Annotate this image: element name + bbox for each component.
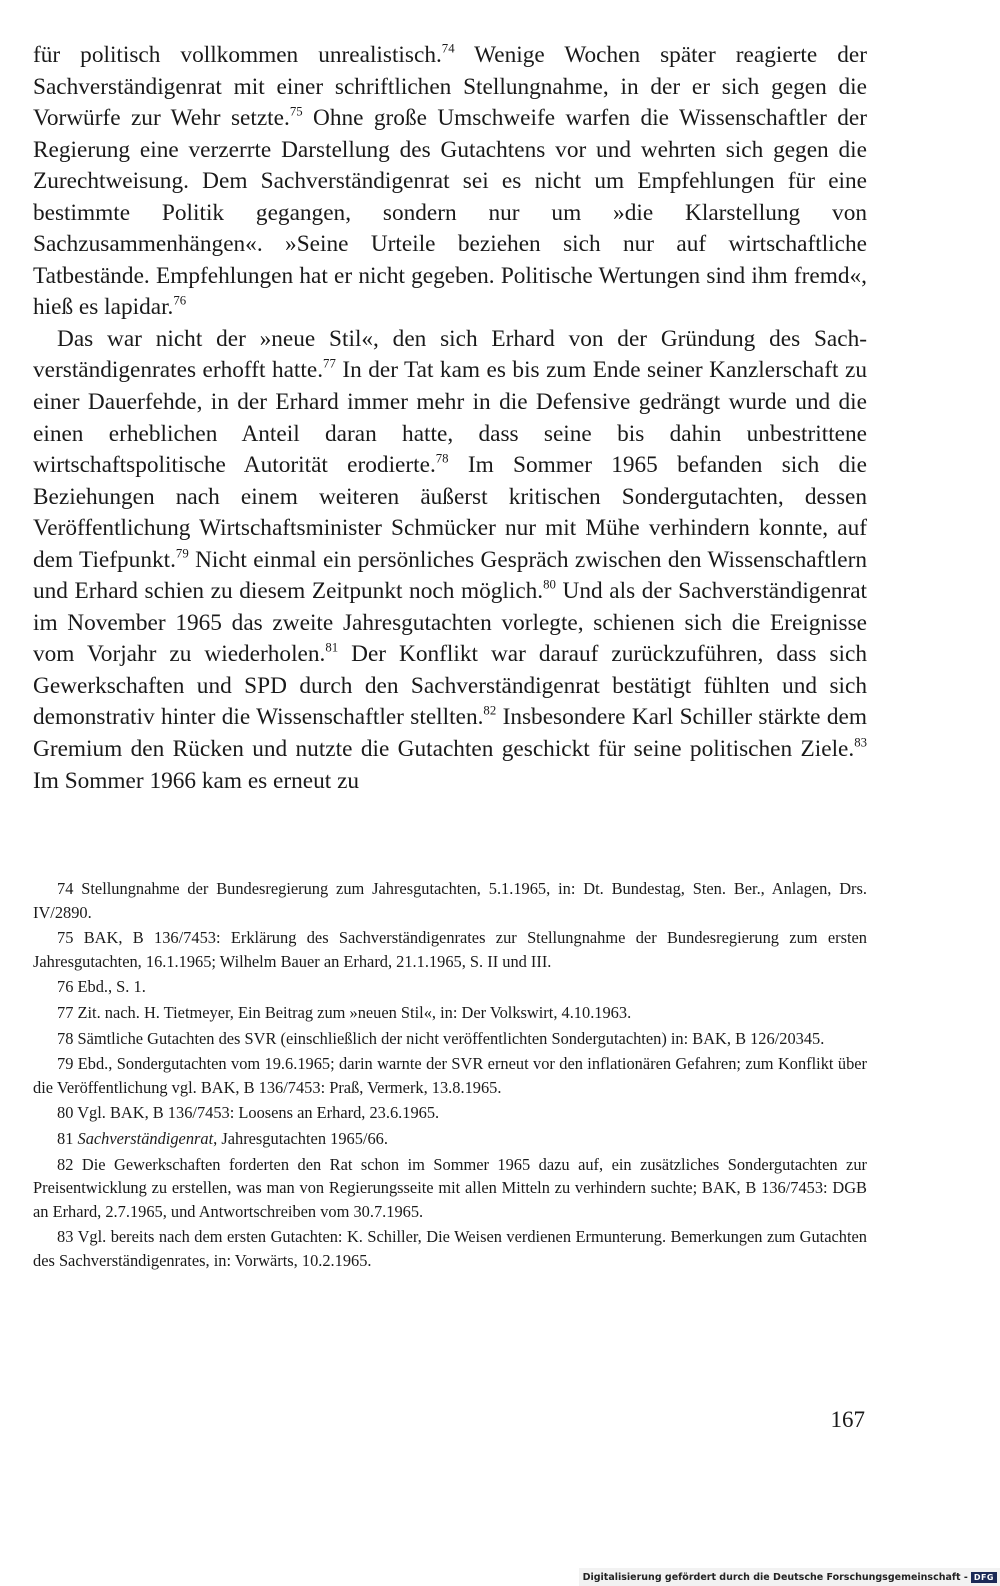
footnote-number: 81: [57, 1128, 78, 1148]
paragraph-2: [33, 324, 867, 797]
footnote-74: 74 Stellungnahme der Bundesregierung zum Jahresgutachten, 5.1.1965, in: Dt. Bundestag, Sten. Ber., Anlagen, Drs. IV/2890.: [33, 879, 867, 922]
text-run: Wenige Wochen später reagierte der Sachverständigenrat mit einer schriftlichen Stellungnahme, in der er sich gegen die Vorwürfe zur Wehr setzte.: [33, 42, 867, 132]
footnote-79: 79 Ebd., Sondergutachten vom 19.6.1965; darin warnte der SVR erneut vor den inflationären Gefahren; zum Konflikt über die Veröffentlichung vgl. BAK, B 136/7453: Praß, Vermerk, 13.8.1965.: [33, 1054, 867, 1097]
footnote-ref-76[interactable]: 76: [173, 293, 187, 308]
main-text: [33, 40, 867, 797]
digitization-credit: [579, 1568, 1000, 1586]
footnote-ref-77[interactable]: 77: [323, 356, 336, 371]
footnote-ref-78[interactable]: 78: [435, 451, 449, 466]
footnote-83: 83 Vgl. bereits nach dem ersten Gutachten: K. Schiller, Die Weisen verdienen Ermunterung. Bemerkungen zum Gutachten des Sachverständigenrates, in: Vorwärts, 10.2.1965.: [33, 1227, 867, 1270]
text-run: Der Konflikt war darauf zurückzuführen, dass sich Gewerkschaften und SPD durch den Sachverständigenrat bestätigt fühlten und sich demonstrativ hinter die Wissenschaftler stellten.: [33, 641, 867, 731]
footnote-ref-79[interactable]: 79: [175, 546, 189, 561]
text-run: Und als der Sachverständigenrat im November 1965 das zweite Jahresgutachten vorlegte, schienen sich die Ereignisse vom Vorjahr zu wiederholen.: [33, 578, 868, 668]
footnote-82: 82 Die Gewerkschaften forderten den Rat schon im Sommer 1965 dazu auf, ein zusätzliches Sondergutachten zur Preisentwicklung zu erstellen, was man von Regierungsseite mit allen Mitteln zu verhindern suchte; BAK, B 136/7453: DGB an Erhard, 2.7.1965, und Antwortschreiben vom 30.7.1965.: [33, 1154, 867, 1221]
footnote-ref-80[interactable]: 80: [543, 577, 556, 592]
footnote-75: 75 BAK, B 136/7453: Erklärung des Sachverständigenrates zur Stellungnahme der Bundesregierung zum ersten Jahresgutachten, 16.1.1965; Wilhelm Bauer an Erhard, 21.1.1965, S. II und III.: [33, 928, 867, 971]
footnotes: [33, 877, 867, 1275]
footnote-ref-81[interactable]: 81: [325, 640, 339, 655]
footnote-78: 78 Sämtliche Gutachten des SVR (einschließlich der nicht veröffentlichten Sondergutachten) in: BAK, B 126/20345.: [57, 1028, 825, 1048]
text-run: In der Tat kam es bis zum Ende seiner Kanzlerschaft zu einer Dauerfehde, in der Erhard immer mehr in die Defensive gedrängt wurde und die einen erheblichen Anteil daran hatte, dass seine bis dahin unbestrittene wirtschaftspolitische Autorität erodierte.: [33, 357, 867, 479]
dfg-logo-icon: DFG: [971, 1572, 997, 1583]
page-number: 167: [830, 1407, 865, 1432]
text-run: Im Sommer 1965 befanden sich die Beziehungen nach einem weiteren äußerst kritischen Sondergutachten, dessen Veröffentlichung Wirtschaftsminister Schmücker nur mit Mühe verhindern konnte, auf dem Tiefpunkt.: [33, 452, 867, 573]
credit-text: Digitalisierung gefördert durch die Deutsche Forschungsgemeinschaft -: [582, 1571, 968, 1583]
text-run: Im Sommer 1966 kam es erneut zu: [33, 767, 360, 794]
footnote-ref-75[interactable]: 75: [289, 104, 303, 119]
italic-title: Sachverständigenrat: [77, 1128, 214, 1148]
text-run: Insbesondere Karl Schiller stärkte dem Gremium den Rücken und nutzte die Gutachten geschickt für seine politischen Ziele.: [33, 704, 867, 763]
footnote-76: 76 Ebd., S. 1.: [57, 977, 146, 997]
footnote-ref-82[interactable]: 82: [483, 703, 497, 718]
footnote-81: [33, 1127, 867, 1151]
footnote-77: 77 Zit. nach. H. Tietmeyer, Ein Beitrag zum »neuen Stil«, in: Der Volkswirt, 4.10.1963.: [57, 1002, 632, 1022]
footnote-ref-83[interactable]: 83: [854, 735, 867, 750]
footnote-80: 80 Vgl. BAK, B 136/7453: Loosens an Erhard, 23.6.1965.: [57, 1103, 440, 1123]
footnote-ref-74[interactable]: 74: [441, 41, 455, 56]
text-run: Nicht einmal ein persönliches Gespräch zwischen den Wissenschaftlern und Erhard schien zu diesem Zeitpunkt noch möglich.: [33, 546, 867, 605]
text-run: Ohne große Umschweife warfen die Wissenschaftler der Regierung eine verzerrte Darstellung des Gutachtens vor und wehrten sich gegen die Zurechtweisung. Dem Sachverständigenrat sei es nicht um Empfehlungen für eine bestimmte Politik gegangen, sondern nur um »die Klarstellung von Sachzusammenhängen«. »Seine Urteile beziehen sich nur auf wirtschaftliche Tatbestände. Empfehlungen hat er nicht gegeben. Politische Wertungen sind ihm fremd«, hieß es lapidar.: [33, 105, 867, 321]
text-run: Das war nicht der »neue Stil«, den sich Erhard von der Gründung des Sachverständigenrates erhofft hatte.: [33, 325, 867, 384]
paragraph-1: [33, 40, 867, 324]
text-run: für politisch vollkommen unrealistisch.: [33, 42, 442, 68]
footnote-text: , Jahresgutachten 1965/66.: [213, 1128, 388, 1148]
